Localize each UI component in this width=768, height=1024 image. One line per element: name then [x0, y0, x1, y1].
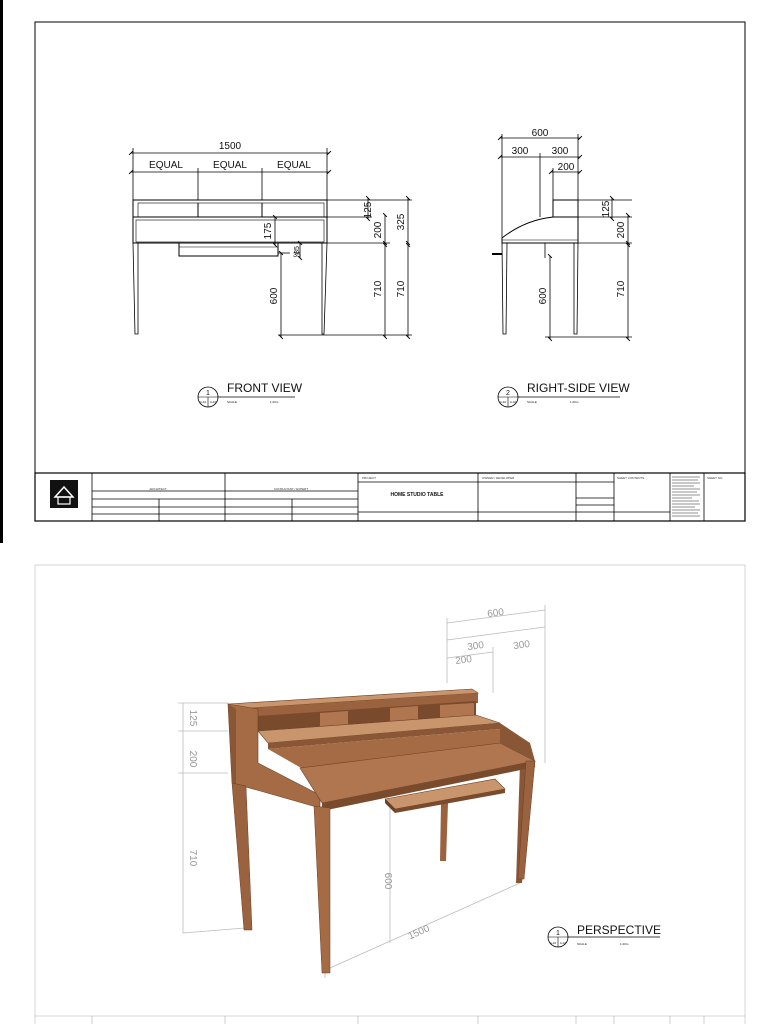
side-dim-200: 200 [557, 162, 575, 173]
front-dim-710-a: 710 [373, 280, 384, 298]
persp-dim-710: 710 [187, 849, 198, 867]
front-dim-125: 125 [363, 201, 374, 219]
drawing-sheet-perspective [0, 563, 768, 1024]
side-dim-710: 710 [616, 280, 627, 298]
project-name: HOME STUDIO TABLE [390, 492, 444, 498]
front-view-title: FRONT VIEW [227, 381, 303, 395]
side-callout-number: 2 [506, 390, 510, 397]
persp-dim-1500: 1500 [406, 923, 432, 943]
front-dim-175: 175 [263, 222, 274, 240]
front-dim-600: 600 [269, 287, 280, 305]
front-equal-1-label: EQUAL [149, 160, 183, 171]
side-dim-300-a: 300 [511, 146, 529, 157]
front-dim-325: 325 [396, 213, 407, 231]
side-callout-ref-b: A-10 [509, 400, 517, 404]
persp-dim-200-v: 200 [187, 750, 198, 768]
owner-label: OWNER / DEVELOPER [482, 476, 515, 480]
front-view-drawing [133, 200, 327, 334]
architect-label: ARCHITECT [149, 487, 167, 491]
front-dim-710-b: 710 [396, 280, 407, 298]
front-callout-ref-a: A-10 [199, 400, 207, 404]
side-dim-125: 125 [601, 200, 612, 218]
project-label: PROJECT [362, 476, 377, 480]
title-block-partial [35, 1016, 745, 1024]
firm-logo [50, 480, 78, 508]
side-view-drawing [492, 200, 578, 334]
front-callout-number: 1 [206, 390, 210, 397]
consultant-label: CONSULTANT / EXPERT [273, 487, 309, 491]
persp-dim-200: 200 [454, 653, 473, 668]
persp-callout-ref-b: A-10 [559, 941, 567, 945]
persp-dim-600-v: 600 [382, 872, 393, 890]
side-overall-depth: 600 [531, 128, 549, 139]
front-dim-200: 200 [373, 221, 384, 239]
persp-scale-value: 1:20m [620, 942, 629, 946]
front-dim-35: 35 [293, 252, 301, 259]
front-callout-ref-b: A-10 [209, 400, 217, 404]
persp-callout-number: 1 [556, 930, 560, 937]
persp-callout-ref-a: A-10 [549, 941, 557, 945]
side-callout-ref-a: A-10 [499, 400, 507, 404]
general-notes-text [672, 477, 700, 516]
persp-scale-label: SCALE [577, 942, 587, 946]
side-scale-value: 1:20m [570, 400, 579, 404]
side-dim-600: 600 [538, 287, 549, 305]
sheet-gap [0, 543, 768, 563]
persp-dim-300-a: 300 [466, 639, 485, 654]
persp-dim-125: 125 [187, 709, 198, 727]
sheet-contents-label: SHEET CONTENTS [617, 476, 645, 480]
sheet-border [35, 22, 745, 521]
front-equal-3-label: EQUAL [277, 160, 311, 171]
side-scale-label: SCALE [527, 400, 537, 404]
perspective-drawing [0, 563, 768, 1024]
front-equal-2-label: EQUAL [213, 160, 247, 171]
front-overall-width-label: 1500 [218, 141, 242, 152]
front-scale-label: SCALE [227, 400, 237, 404]
side-dim-200-v: 200 [616, 221, 627, 239]
side-dim-300-b: 300 [551, 146, 569, 157]
front-scale-value: 1:20m [270, 400, 279, 404]
perspective-title: PERSPECTIVE [577, 923, 662, 937]
persp-dim-600: 600 [486, 606, 505, 621]
persp-dim-300-b: 300 [512, 638, 531, 653]
side-view-title: RIGHT-SIDE VIEW [527, 381, 630, 395]
sheet-no-label: SHEET NO. [707, 476, 724, 480]
front-dim-85: 85 [294, 246, 301, 254]
desk-3d-model [228, 689, 535, 973]
